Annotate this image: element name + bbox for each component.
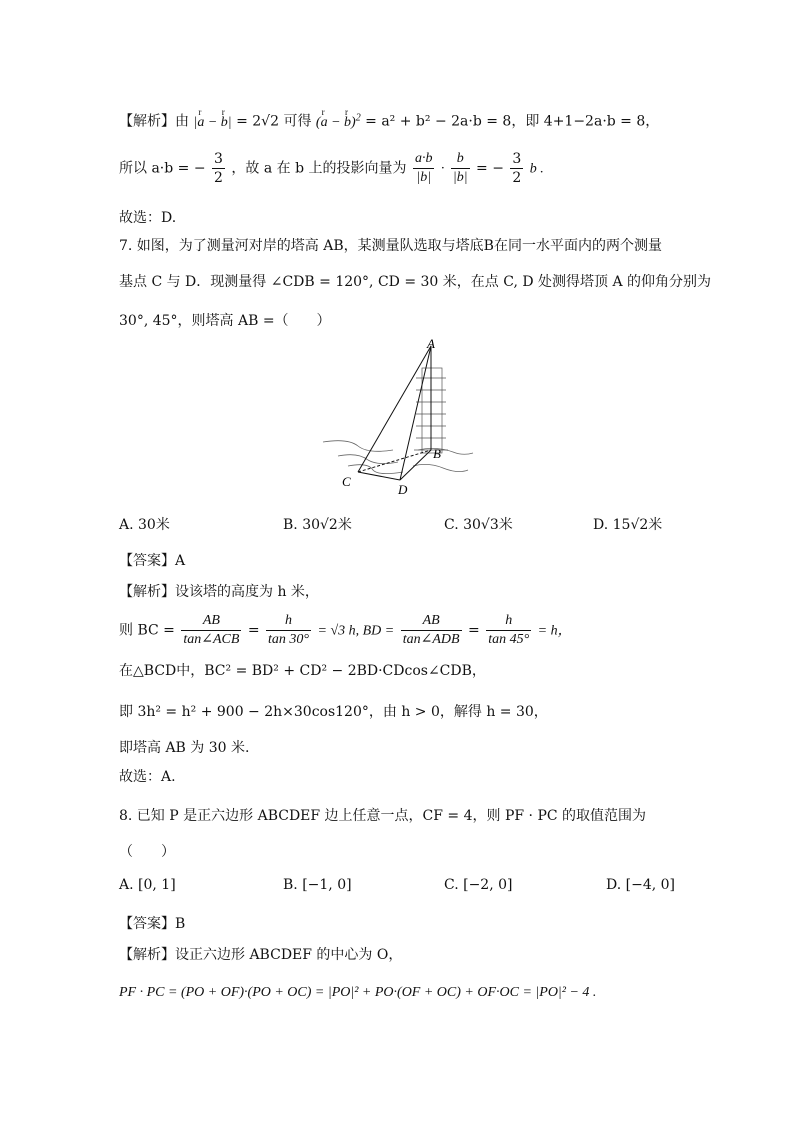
q8-answer: 【答案】B	[119, 916, 186, 932]
label-d: D	[398, 482, 408, 497]
projection-equals: = −	[476, 160, 504, 177]
frac4-num: h	[486, 612, 531, 631]
frac2-num: 3	[512, 151, 522, 167]
frac2-den: 2	[512, 170, 522, 186]
frac1-den: tan∠ACB	[183, 632, 240, 647]
q7-stem-line-3: 30°, 45°，则塔高 AB =（ ）	[119, 313, 331, 329]
frac-ab-tan-acb	[181, 612, 241, 649]
projection-fraction	[413, 150, 435, 187]
q8-option-d: D. [−4, 0]	[606, 877, 675, 893]
bc-lead: 则 BC =	[119, 622, 175, 639]
unit-vector-fraction	[451, 150, 470, 187]
q7-stem-line-2: 基点 C 与 D．现测量得 ∠CDB = 120°, CD = 30 米，在点 C, D 处测得塔顶 A 的仰角分别为	[119, 274, 712, 290]
answer-choice-6: 故选：D.	[119, 210, 177, 226]
abs-vector-diff: |r a − r b|	[193, 115, 231, 130]
analysis-line-1	[119, 108, 659, 133]
label-c: C	[342, 474, 351, 489]
q8-option-a: A. [0, 1]	[119, 877, 176, 893]
frac-h-tan30	[266, 612, 311, 649]
frac-ab-tan-adb	[401, 612, 462, 649]
frac2-num: h	[266, 612, 311, 631]
eq-part-2: = a² + b² − 2a·b = 8，即 4+1−2a·b = 8，	[365, 113, 660, 130]
q7-option-a: A. 30米	[119, 517, 170, 533]
q8-option-b: B. [−1, 0]	[283, 877, 352, 893]
squared-vector-diff: (r a − r b)$^2$	[316, 115, 361, 130]
unit-num: b	[451, 150, 470, 169]
bd-tail: = h，	[537, 623, 572, 639]
q8-stem-line-1: 8. 已知 P 是正六边形 ABCDEF 边上任意一点，CF = 4，则 PF · PC 的取值范围为	[119, 808, 647, 824]
frac-num: 3	[214, 151, 223, 167]
q7-analysis-1: 【解析】设该塔的高度为 h 米，	[119, 584, 319, 600]
frac-h-tan45	[486, 612, 531, 649]
q7-stem-line-1: 7. 如图，为了测量河对岸的塔高 AB，某测量队选取与塔底B在同一水平面内的两个测量	[119, 238, 662, 254]
q7-analysis-6: 故选：A.	[119, 769, 176, 785]
q8-stem-line-2: （ ）	[119, 844, 175, 860]
q7-option-d: D. 15√2米	[593, 517, 663, 533]
q7-option-c: C. 30√3米	[444, 517, 513, 533]
frac3-num: AB	[401, 612, 462, 631]
frac-den: 2	[214, 170, 223, 186]
fraction-three-halves-2	[510, 150, 523, 187]
unit-den: |b|	[452, 170, 468, 185]
proj-num: a·b	[413, 150, 435, 169]
q7-analysis-3: 在△BCD中，BC² = BD² + CD² − 2BD·CDcos∠CDB，	[119, 663, 486, 679]
projection-text: ，故 a 在 b 上的投影向量为	[231, 160, 407, 177]
q8-analysis-2: PF · PC = (PO + OF)·(PO + OC) = |PO|² + PO·(OF + OC) + OF·OC = |PO|² − 4 .	[119, 985, 597, 1000]
eq-part-1: = 2√2 可得	[236, 113, 312, 130]
q7-analysis-4: 即 3h² = h² + 900 − 2h×30cos120°，由 h > 0，解得 h = 30，	[119, 704, 548, 720]
label-b: B	[433, 446, 441, 461]
dot-product-lead: 所以 a·b = −	[119, 160, 206, 177]
proj-den: |b|	[416, 170, 432, 185]
q7-analysis-5: 即塔高 AB 为 30 米.	[119, 740, 250, 756]
frac4-den: tan 45°	[488, 632, 530, 647]
q7-analysis-2: 则 BC = $\frac{AB}{\text{tan∠ACB}}$ = $\frac{h}{\tan 30^\circ}$ = √3 h, BD = $\frac{AB}{\text{tan∠ADB}}$ = $\frac{h}{\tan 45^\circ}$ = h，	[119, 613, 572, 647]
bd-mid: = √3 h, BD =	[317, 623, 395, 639]
projection-tail: b .	[529, 161, 544, 177]
label-a: A	[427, 338, 435, 351]
tower-figure	[318, 338, 478, 498]
q7-option-b: B. 30√2米	[283, 517, 352, 533]
frac3-den: tan∠ADB	[402, 632, 460, 647]
analysis-line-2: 所以 a·b = − $\frac{3}{2}$ ，故 a 在 b 上的投影向量为 $\frac{a\cdot b}{|b|}$ · $\frac{b}{|b|}$ = − $\frac{3}{2}$ b .	[119, 151, 544, 186]
frac1-num: AB	[181, 612, 241, 631]
q8-analysis-1: 【解析】设正六边形 ABCDEF 的中心为 O，	[119, 947, 403, 963]
frac2-den: tan 30°	[268, 632, 310, 647]
fraction-three-halves	[212, 150, 225, 187]
q8-option-c: C. [−2, 0]	[444, 877, 513, 893]
analysis-label: 【解析】由	[119, 113, 189, 130]
q7-answer: 【答案】A	[119, 553, 186, 569]
